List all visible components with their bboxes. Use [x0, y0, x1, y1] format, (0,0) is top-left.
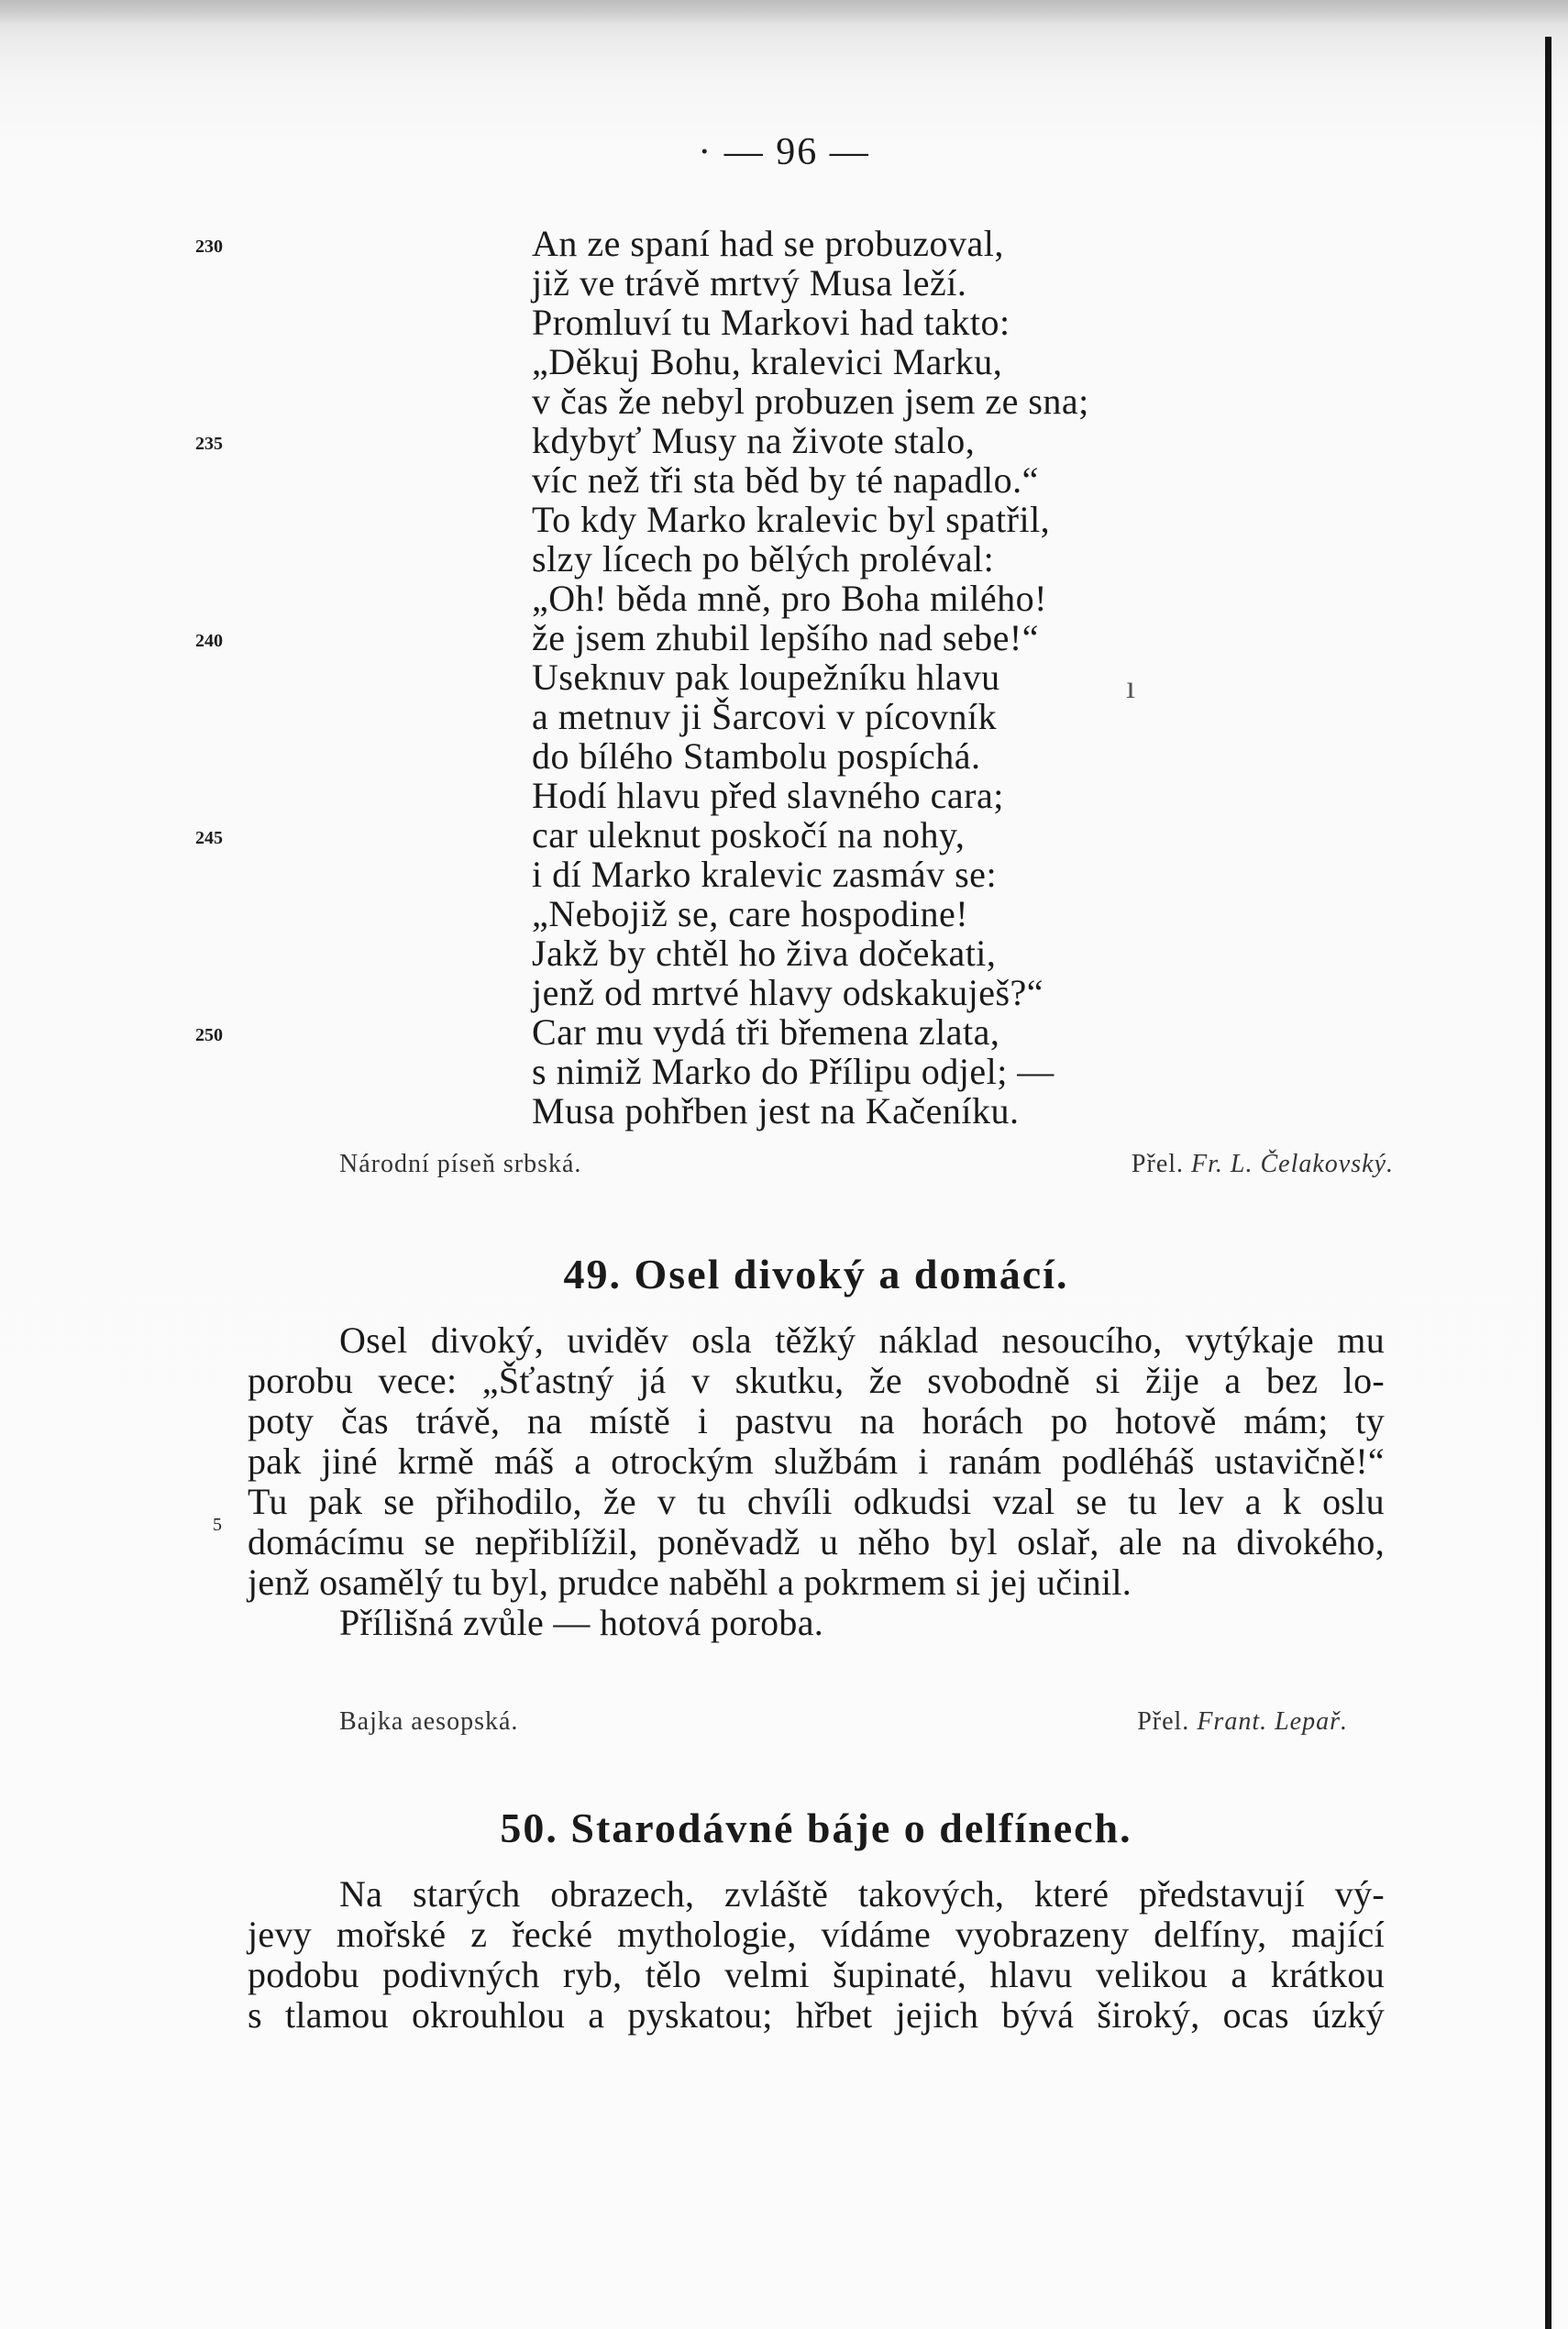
poem-line: v čas že nebyl probuzen jsem ze sna; — [532, 381, 1089, 422]
line-number-240: 240 — [195, 631, 223, 651]
section-title-49: 49. Osel divoký a domácí. — [563, 1251, 1069, 1297]
poem-line: víc než tři sta běd by té napadlo.“ — [532, 459, 1039, 501]
translator-prefix: Přel. — [1137, 1707, 1190, 1736]
poem-line: „Oh! běda mně, pro Boha milého! — [532, 578, 1048, 619]
poem-line: slzy lícech po bělých proléval: — [532, 538, 995, 579]
page-number: · — 96 — — [698, 131, 870, 173]
poem-verse — [532, 224, 1229, 1131]
line-number-230: 230 — [195, 237, 223, 257]
poem-line: car uleknut poskočí na nohy, — [532, 814, 966, 855]
poem-translator — [1132, 1148, 1394, 1181]
prose-line: poty čas trávě, na místě i pastvu na horách po hotově mám; ty — [248, 1400, 1385, 1441]
poem-line: s nimiž Marko do Přílipu odjel; — — [532, 1051, 1055, 1092]
poem-line: a metnuv ji Šarcovi v pícovník — [532, 696, 998, 737]
translator-name: Frant. Lepař. — [1197, 1707, 1348, 1736]
fable-source: Bajka aesopská. — [339, 1707, 519, 1736]
poem-line: Car mu vydá tři břemena zlata, — [532, 1011, 1000, 1053]
fable-attribution — [339, 1705, 1348, 1738]
prose-line: Tu pak se přihodilo, že v tu chvíli odkudsi vzal se tu lev a k oslu — [248, 1481, 1385, 1522]
line-number-250: 250 — [195, 1025, 223, 1045]
prose-line-number-5: 5 — [213, 1515, 222, 1535]
prose-line: s tlamou okrouhlou a pyskatou; hřbet jejich bývá široký, ocas úzký — [248, 1994, 1385, 2036]
poem-line: „Nebojiž se, care hospodine! — [532, 893, 969, 934]
prose-line: domácímu se nepřiblížil, poněvadž u něho byl oslař, ale na divokého, — [248, 1521, 1385, 1562]
translator-name: Fr. L. Čelakovský. — [1191, 1150, 1394, 1178]
prose-line: jevy mořské z řecké mythologie, vídáme vyobrazeny delfíny, mající — [248, 1914, 1385, 1955]
scan-right-edge — [1545, 37, 1551, 2329]
pencil-mark: ı — [1126, 668, 1136, 705]
prose-line: Na starých obrazech, zvláště takových, které představují vý- — [339, 1873, 1385, 1915]
prose-line: pak jiné krmě máš a otrockým službám i ranám podléháš ustavičně!“ — [248, 1440, 1385, 1482]
prose-line: jenž osamělý tu byl, prudce naběhl a pokrmem si jej učinil. — [248, 1562, 1132, 1603]
poem-line: An ze spaní had se probuzoval, — [532, 223, 1004, 264]
section-title-50: 50. Starodávné báje o delfínech. — [500, 1805, 1132, 1851]
line-number-235: 235 — [195, 434, 223, 454]
poem-line: i dí Marko kralevic zasmáv se: — [532, 854, 998, 895]
line-number-245: 245 — [195, 828, 223, 848]
poem-line: „Děkuj Bohu, kralevici Marku, — [532, 341, 1003, 382]
poem-line: Jakž by chtěl ho živa dočekati, — [532, 933, 997, 974]
scan-top-shadow — [0, 0, 1568, 24]
prose-line: podobu podivných ryb, tělo velmi šupinaté, hlavu velikou a krátkou — [248, 1954, 1385, 1995]
section-49-text — [248, 1320, 1385, 1643]
poem-source: Národní píseň srbská. — [339, 1150, 582, 1178]
poem-line: kdybyť Musy na živote stalo, — [532, 420, 976, 461]
poem-attribution — [339, 1148, 1394, 1181]
prose-line: porobu vece: „Šťastný já v skutku, že svobodně si žije a bez lo- — [248, 1360, 1385, 1401]
fable-translator — [1137, 1705, 1348, 1738]
poem-line: To kdy Marko kralevic byl spatřil, — [532, 499, 1051, 540]
poem-line: Useknuv pak loupežníku hlavu — [532, 657, 1000, 698]
poem-line: Promluví tu Markovi had takto: — [532, 302, 1010, 343]
poem-line: že jsem zhubil lepšího nad sebe!“ — [532, 617, 1039, 658]
section-50-text — [248, 1874, 1385, 2036]
poem-line: do bílého Stambolu pospíchá. — [532, 735, 981, 777]
translator-prefix: Přel. — [1131, 1150, 1185, 1178]
poem-line: Musa pohřben jest na Kačeníku. — [532, 1090, 1020, 1131]
prose-line: Osel divoký, uviděv osla těžký náklad nesoucího, vytýkaje mu — [339, 1319, 1385, 1361]
prose-moral: Přílišná zvůle — hotová poroba. — [339, 1602, 824, 1643]
poem-line: již ve trávě mrtvý Musa leží. — [532, 262, 967, 304]
poem-line: jenž od mrtvé hlavy odskakuješ?“ — [532, 972, 1044, 1013]
poem-line: Hodí hlavu před slavného cara; — [532, 775, 1004, 816]
